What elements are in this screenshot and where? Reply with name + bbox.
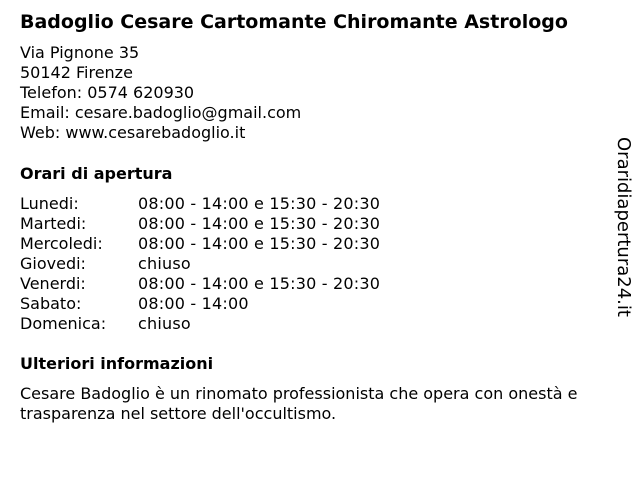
business-title: Badoglio Cesare Cartomante Chiromante Astrologo bbox=[20, 11, 568, 33]
contact-block bbox=[20, 43, 301, 143]
opening-hours-heading: Orari di apertura bbox=[20, 164, 173, 183]
day-hours: 08:00 - 14:00 e 15:30 - 20:30 bbox=[138, 194, 381, 213]
email-line: Email: cesare.badoglio@gmail.com bbox=[20, 103, 302, 122]
day-label: Mercoledi: bbox=[20, 234, 103, 253]
day-hours: 08:00 - 14:00 e 15:30 - 20:30 bbox=[138, 274, 381, 293]
day-hours: 08:00 - 14:00 bbox=[138, 294, 249, 313]
day-label: Domenica: bbox=[20, 314, 107, 333]
website-line: Web: www.cesarebadoglio.it bbox=[20, 123, 246, 142]
day-label: Giovedi: bbox=[20, 254, 86, 273]
business-description: Cesare Badoglio è un rinomato professionista che opera con onestà e trasparenza nel settore dell'occultismo. bbox=[20, 384, 578, 423]
day-hours: 08:00 - 14:00 e 15:30 - 20:30 bbox=[138, 214, 381, 233]
day-hours: 08:00 - 14:00 e 15:30 - 20:30 bbox=[138, 234, 381, 253]
additional-info-heading: Ulteriori informazioni bbox=[20, 354, 214, 373]
day-label: Sabato: bbox=[20, 294, 82, 313]
day-hours: chiuso bbox=[138, 254, 191, 273]
address-city: 50142 Firenze bbox=[20, 63, 133, 82]
day-label: Lunedi: bbox=[20, 194, 79, 213]
phone-line: Telefon: 0574 620930 bbox=[20, 83, 195, 102]
day-label: Martedi: bbox=[20, 214, 87, 233]
day-hours: chiuso bbox=[138, 314, 191, 333]
day-label: Venerdi: bbox=[20, 274, 86, 293]
site-brand-text: Oraridiapertura24.it bbox=[613, 137, 634, 317]
address-street: Via Pignone 35 bbox=[20, 43, 140, 62]
site-brand-vertical bbox=[613, 137, 634, 317]
